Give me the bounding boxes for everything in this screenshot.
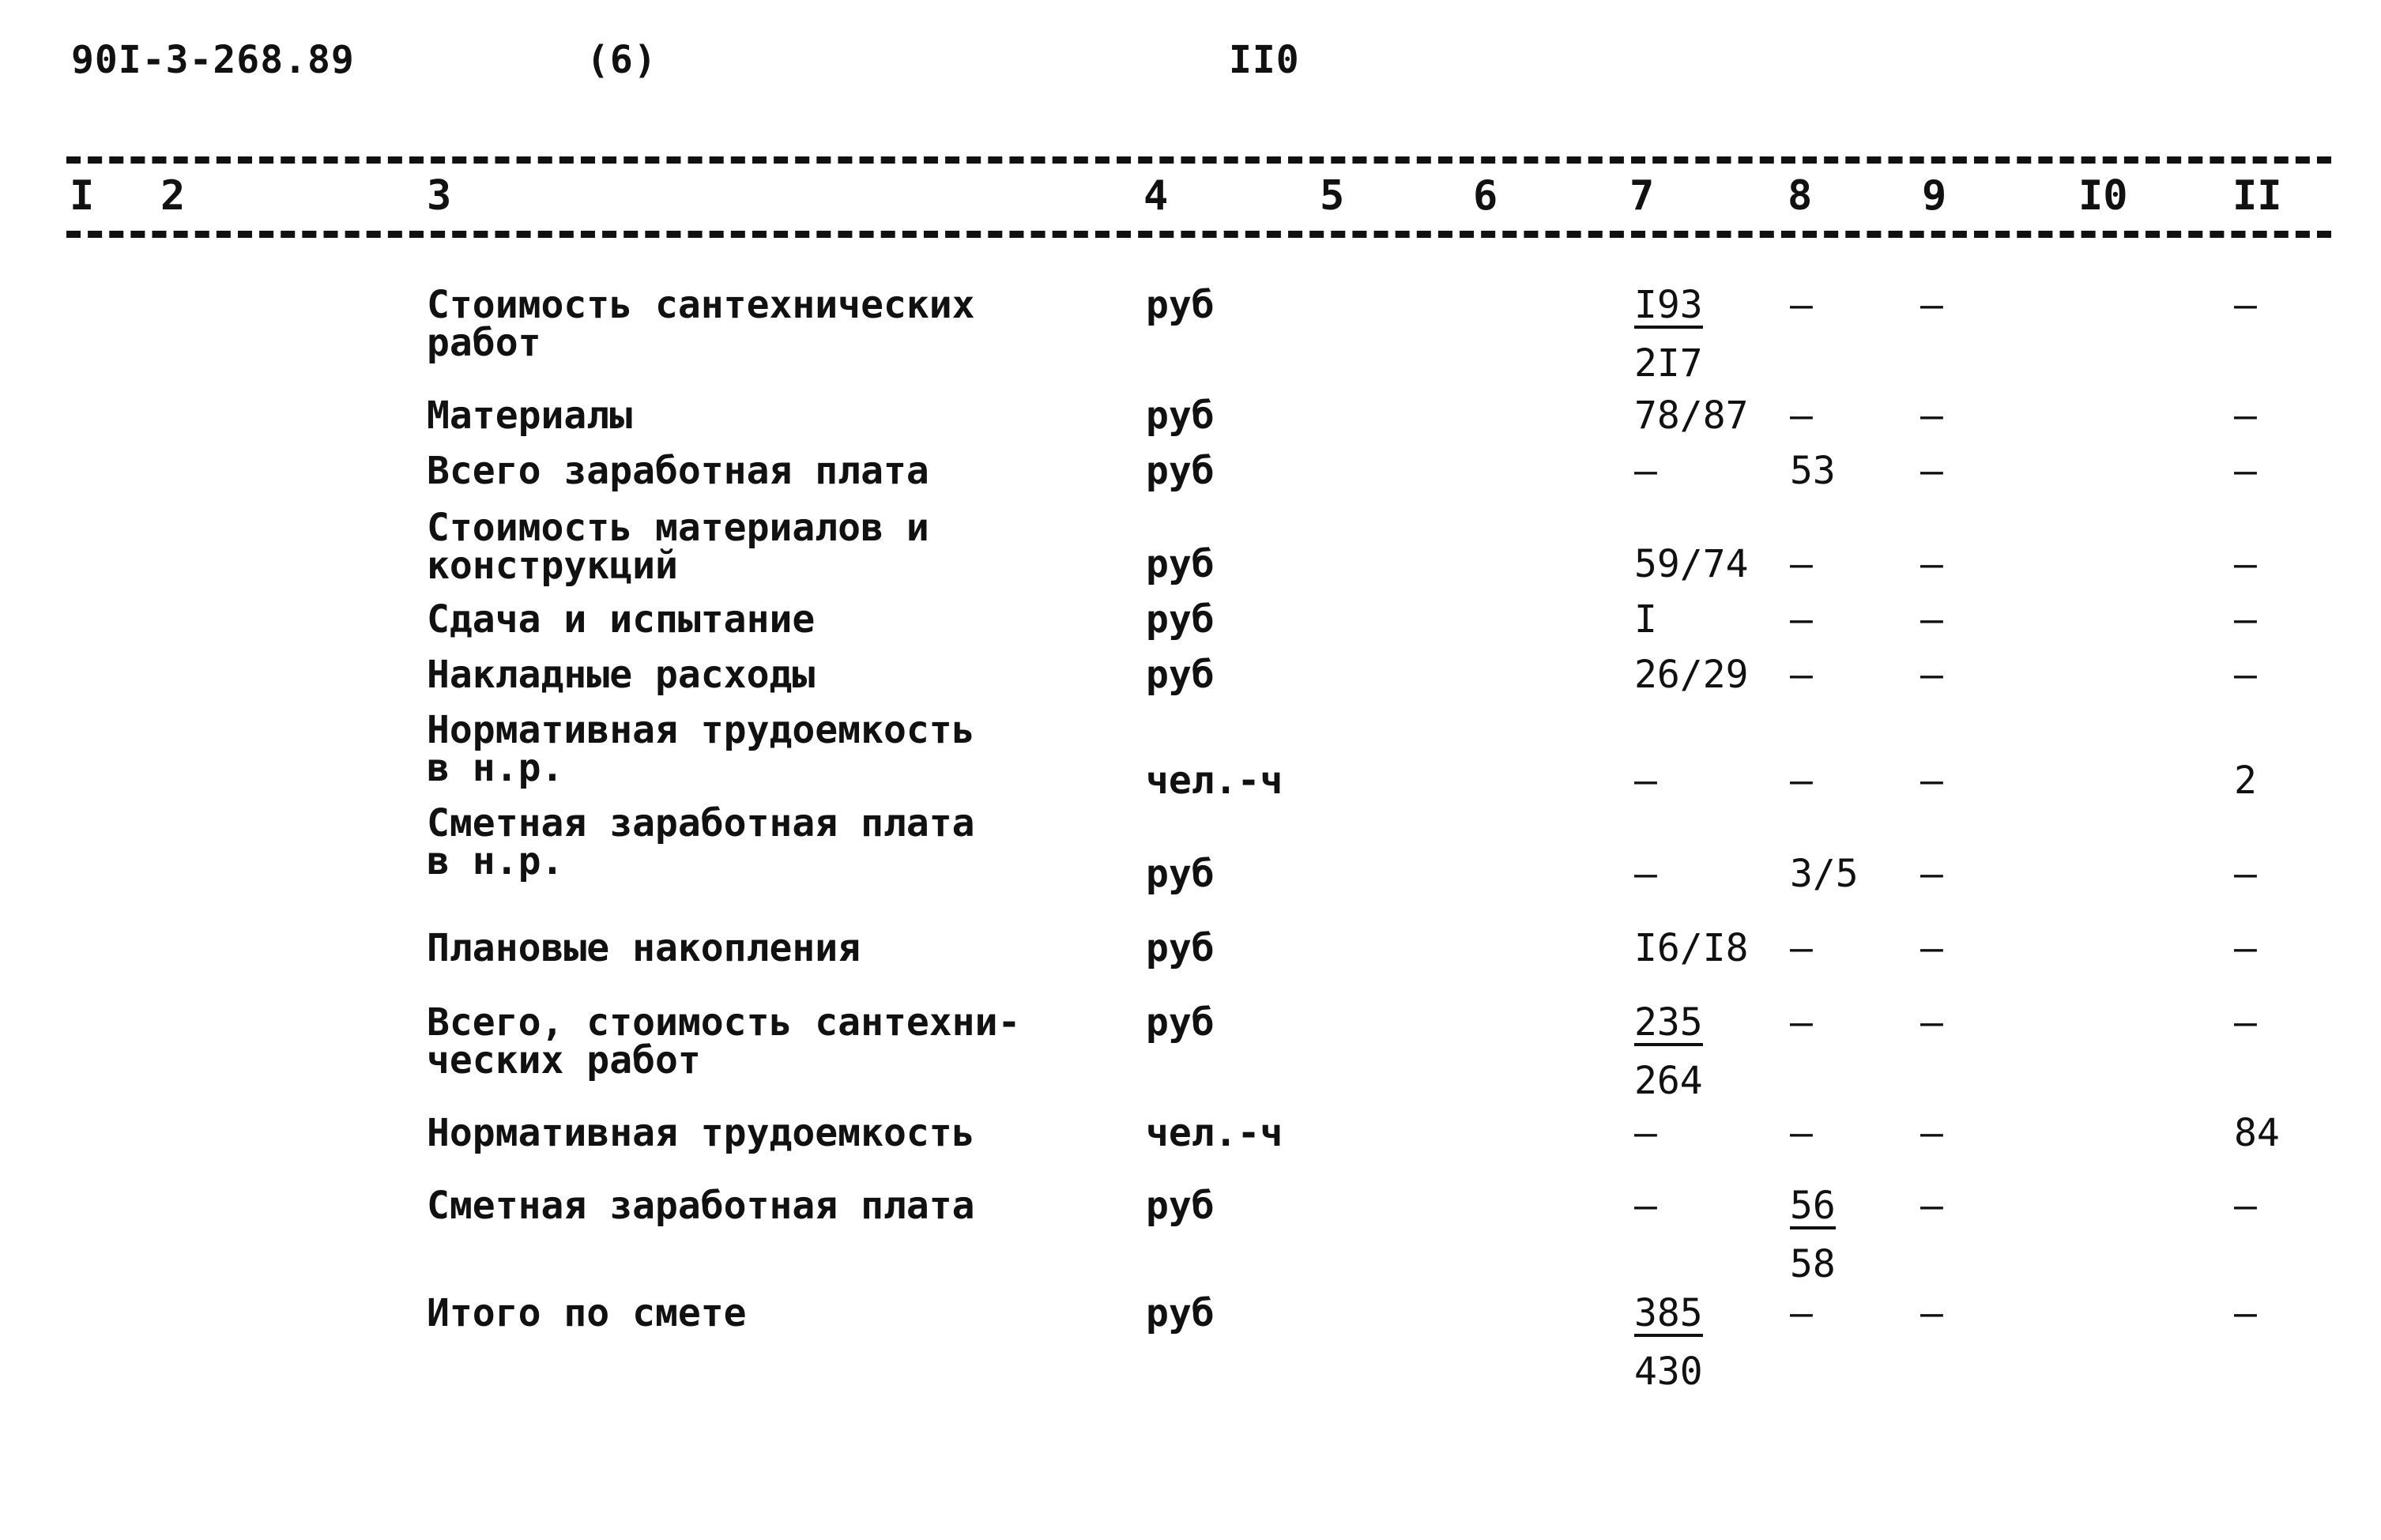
row-unit: руб	[1146, 1291, 1215, 1335]
col-header: 9	[1922, 172, 1947, 220]
row-col7-value: 26/29	[1634, 653, 1749, 697]
row-unit: руб	[1146, 926, 1215, 970]
row-col7-value: –	[1634, 1111, 1657, 1155]
row-unit: руб	[1146, 393, 1215, 438]
row-col9-value: –	[1920, 283, 1943, 327]
doc-code: 90I-3-268.89	[71, 38, 355, 82]
row-description: Материалы	[427, 393, 633, 438]
col-header: II	[2232, 172, 2282, 220]
row-description: Всего, стоимость сантехни- ческих работ	[427, 1000, 1021, 1083]
row-col8-value: –	[1790, 283, 1813, 327]
row-col8-value: –	[1790, 393, 1813, 438]
row-col11-value: 2	[2234, 759, 2257, 803]
row-description: Стоимость сантехнических работ	[427, 283, 975, 365]
row-col11-value: –	[2234, 1184, 2257, 1228]
row-col11-value: –	[2234, 542, 2257, 586]
row-unit: руб	[1146, 852, 1215, 896]
row-unit: руб	[1146, 1000, 1215, 1045]
row-col9-value: –	[1920, 1184, 1943, 1228]
row-description: Сдача и испытание	[427, 597, 816, 642]
row-col7-value: –	[1634, 1184, 1657, 1228]
row-col9-value: –	[1920, 597, 1943, 642]
row-unit: чел.-ч	[1146, 1111, 1283, 1155]
row-col7-value: I	[1634, 597, 1657, 642]
row-col11-value: –	[2234, 1000, 2257, 1045]
row-description: Плановые накопления	[427, 926, 861, 970]
row-description: Сметная заработная плата в н.р.	[427, 801, 975, 883]
row-col7-value: 385 430	[1634, 1291, 1703, 1394]
row-col8-value: –	[1790, 542, 1813, 586]
row-unit: руб	[1146, 653, 1215, 697]
row-description: Нормативная трудоемкость	[427, 1111, 975, 1155]
col-header: I	[70, 172, 95, 220]
row-col8-value: 56 58	[1790, 1184, 1836, 1286]
row-col7-value: I93 2I7	[1634, 283, 1703, 386]
row-col7-value: 78/87	[1634, 393, 1749, 438]
row-col9-value: –	[1920, 393, 1943, 438]
row-description: Всего заработная плата	[427, 449, 929, 493]
row-col9-value: –	[1920, 1291, 1943, 1335]
row-col8-value: –	[1790, 597, 1813, 642]
row-col7-value: 59/74	[1634, 542, 1749, 586]
col-header: I0	[2078, 172, 2128, 220]
row-col11-value: –	[2234, 393, 2257, 438]
row-description: Накладные расходы	[427, 653, 816, 697]
row-col11-value: –	[2234, 926, 2257, 970]
row-col11-value: –	[2234, 653, 2257, 697]
row-col11-value: –	[2234, 283, 2257, 327]
row-col8-value: –	[1790, 1291, 1813, 1335]
row-description: Нормативная трудоемкость в н.р.	[427, 708, 975, 790]
row-col8-value: –	[1790, 653, 1813, 697]
row-col9-value: –	[1920, 449, 1943, 493]
row-unit: руб	[1146, 542, 1215, 586]
row-col7-value: –	[1634, 852, 1657, 896]
row-unit: руб	[1146, 449, 1215, 493]
row-col11-value: 84	[2234, 1111, 2280, 1155]
col-header: 2	[160, 172, 186, 220]
row-col9-value: –	[1920, 1111, 1943, 1155]
col-header: 5	[1320, 172, 1345, 220]
row-col7-value: –	[1634, 759, 1657, 803]
header-dashed-rule	[66, 231, 2331, 238]
row-col9-value: –	[1920, 926, 1943, 970]
row-description: Стоимость материалов и конструкций	[427, 506, 929, 588]
row-col11-value: –	[2234, 449, 2257, 493]
row-col11-value: –	[2234, 852, 2257, 896]
col-header: 4	[1143, 172, 1169, 220]
row-col11-value: –	[2234, 597, 2257, 642]
row-unit: чел.-ч	[1146, 759, 1283, 803]
row-col9-value: –	[1920, 1000, 1943, 1045]
top-dashed-rule	[66, 156, 2331, 164]
row-unit: руб	[1146, 283, 1215, 327]
row-description: Сметная заработная плата	[427, 1184, 975, 1228]
row-col8-value: –	[1790, 926, 1813, 970]
row-description: Итого по смете	[427, 1291, 747, 1335]
row-col8-value: –	[1790, 1111, 1813, 1155]
page-number: II0	[1229, 38, 1300, 82]
row-col9-value: –	[1920, 759, 1943, 803]
col-header: 8	[1788, 172, 1813, 220]
row-col8-value: 53	[1790, 449, 1836, 493]
row-col9-value: –	[1920, 852, 1943, 896]
row-col7-value: –	[1634, 449, 1657, 493]
row-col8-value: 3/5	[1790, 852, 1859, 896]
row-col7-value: 235 264	[1634, 1000, 1703, 1103]
row-col8-value: –	[1790, 759, 1813, 803]
row-col11-value: –	[2234, 1291, 2257, 1335]
row-col8-value: –	[1790, 1000, 1813, 1045]
row-unit: руб	[1146, 597, 1215, 642]
row-col9-value: –	[1920, 542, 1943, 586]
row-col7-value: I6/I8	[1634, 926, 1749, 970]
col-header: 3	[427, 172, 452, 220]
row-unit: руб	[1146, 1184, 1215, 1228]
col-header: 6	[1473, 172, 1498, 220]
col-header: 7	[1629, 172, 1655, 220]
sheet-number: (6)	[586, 38, 657, 82]
row-col9-value: –	[1920, 653, 1943, 697]
